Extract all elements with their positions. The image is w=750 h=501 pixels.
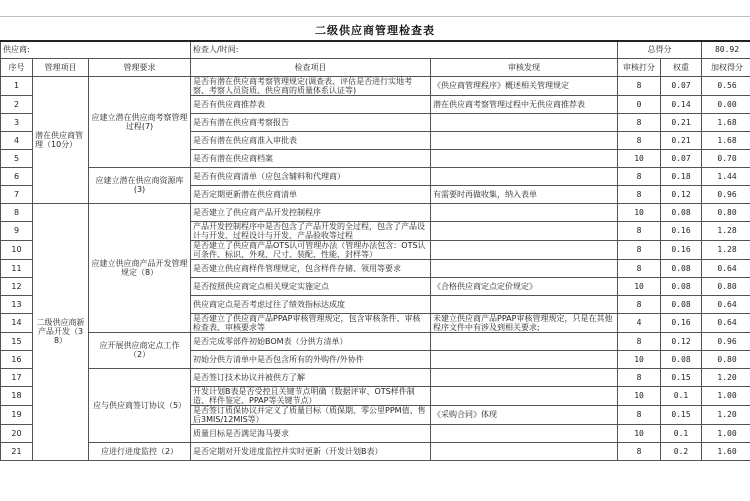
row-no: 18 [1, 386, 33, 405]
row-no: 16 [1, 350, 33, 368]
weight: 0.08 [661, 350, 702, 368]
check-item: 开发计划B表是否受控且关键节点明确（数据评审、OTS样件制造、样件鉴定、PPAP等关键节点） [191, 386, 431, 405]
check-item: 是否签订质保协议并定义了质量目标（质保期、零公里PPM值、售后3MIS/12MIS等） [191, 405, 431, 424]
finding [431, 442, 618, 460]
col-header-weighted: 加权得分 [702, 58, 750, 76]
check-item: 是否建立了供应商产品OTS认可管理办法（管理办法包含：OTS认可条件、标识、外观、尺寸、装配、性能、封样等） [191, 240, 431, 259]
row-no: 8 [1, 203, 33, 221]
weight: 0.16 [661, 313, 702, 332]
weighted-score: 1.00 [702, 386, 750, 405]
finding [431, 332, 618, 350]
score: 10 [618, 149, 661, 167]
finding [431, 203, 618, 221]
weight: 0.15 [661, 405, 702, 424]
weighted-score: 0.80 [702, 277, 750, 295]
weighted-score: 0.80 [702, 203, 750, 221]
check-item: 产品开发控制程序中是否包含了产品开发的全过程，包含了产品设计与开发、过程设计与开发、产品验收等过程 [191, 221, 431, 240]
weight: 0.14 [661, 95, 702, 113]
table-row [1, 442, 750, 460]
check-item: 是否有潜在供应商考察报告 [191, 113, 431, 131]
finding: 《采购合同》体现 [431, 405, 618, 424]
requirement-cell: 应与供应商签订协议（5） [89, 368, 191, 442]
check-item: 是否定期更新潜在供应商清单 [191, 185, 431, 203]
weighted-score: 1.28 [702, 240, 750, 259]
requirement-cell: 应建立潜在供应商考察管理过程(7) [89, 76, 191, 167]
finding [431, 240, 618, 259]
score: 8 [618, 368, 661, 386]
col-header-check: 检查项目 [191, 58, 431, 76]
weighted-score: 0.00 [702, 95, 750, 113]
score: 8 [618, 221, 661, 240]
finding: 《合格供应商定点定价规定》 [431, 277, 618, 295]
weight: 0.08 [661, 259, 702, 277]
finding [431, 386, 618, 405]
requirement-cell: 应建立供应商产品开发管理规定（8） [89, 203, 191, 332]
inspector-label: 检查人/时间: [191, 41, 618, 58]
weight: 0.12 [661, 185, 702, 203]
info-row [1, 41, 750, 58]
col-header-finding: 审核发现 [431, 58, 618, 76]
score: 8 [618, 185, 661, 203]
check-item: 是否有潜在供应商档案 [191, 149, 431, 167]
score: 8 [618, 332, 661, 350]
row-no: 1 [1, 76, 33, 95]
row-no: 11 [1, 259, 33, 277]
row-no: 17 [1, 368, 33, 386]
weighted-score: 0.96 [702, 185, 750, 203]
weight: 0.16 [661, 240, 702, 259]
finding [431, 424, 618, 442]
finding: 潜在供应商考察管理过程中无供应商推荐表 [431, 95, 618, 113]
weight: 0.08 [661, 203, 702, 221]
check-item: 质量目标是否满足海马要求 [191, 424, 431, 442]
row-no: 7 [1, 185, 33, 203]
weighted-score: 1.44 [702, 167, 750, 185]
weighted-score: 1.68 [702, 113, 750, 131]
check-item: 是否建立了供应商产品PPAP审核管理规定，包含审核条件、审核检查表、审核要求等 [191, 313, 431, 332]
score: 10 [618, 203, 661, 221]
score: 8 [618, 295, 661, 313]
row-no: 12 [1, 277, 33, 295]
finding [431, 259, 618, 277]
check-item: 是否有供应商清单（应包含辅料和代理商） [191, 167, 431, 185]
score: 8 [618, 131, 661, 149]
score: 10 [618, 424, 661, 442]
weight: 0.07 [661, 76, 702, 95]
check-item: 是否建立供应商样件管理规定，包含样件存储、领用等要求 [191, 259, 431, 277]
weight: 0.07 [661, 149, 702, 167]
weight: 0.2 [661, 442, 702, 460]
weighted-score: 0.64 [702, 313, 750, 332]
table-row [1, 203, 750, 221]
row-no: 13 [1, 295, 33, 313]
row-no: 14 [1, 313, 33, 332]
row-no: 15 [1, 332, 33, 350]
score: 8 [618, 240, 661, 259]
score: 10 [618, 350, 661, 368]
finding: 有需要时再做收集，纳入表单 [431, 185, 618, 203]
score: 8 [618, 442, 661, 460]
row-no: 20 [1, 424, 33, 442]
weighted-score: 1.68 [702, 131, 750, 149]
row-no: 21 [1, 442, 33, 460]
total-score-label: 总得分 [618, 41, 702, 58]
weight: 0.1 [661, 386, 702, 405]
finding [431, 350, 618, 368]
finding [431, 149, 618, 167]
table-row [1, 332, 750, 350]
weighted-score: 0.80 [702, 350, 750, 368]
row-no: 2 [1, 95, 33, 113]
score: 10 [618, 277, 661, 295]
weight: 0.08 [661, 277, 702, 295]
weighted-score: 0.96 [702, 332, 750, 350]
row-no: 4 [1, 131, 33, 149]
page-title: 二级供应商管理检查表 [315, 24, 435, 37]
row-no: 6 [1, 167, 33, 185]
table-row [1, 167, 750, 185]
check-item: 是否建立了供应商产品开发控制程序 [191, 203, 431, 221]
col-header-item: 管理项目 [33, 58, 89, 76]
weighted-score: 0.64 [702, 295, 750, 313]
row-no: 3 [1, 113, 33, 131]
finding [431, 167, 618, 185]
score: 8 [618, 113, 661, 131]
row-no: 9 [1, 221, 33, 240]
score: 10 [618, 386, 661, 405]
weighted-score: 0.56 [702, 76, 750, 95]
finding [431, 113, 618, 131]
check-item: 是否定期对开发进度监控并实时更新（开发计划B表） [191, 442, 431, 460]
weighted-score: 1.60 [702, 442, 750, 460]
row-no: 10 [1, 240, 33, 259]
top-divider [0, 16, 750, 17]
group-cell: 二级供应商新产品开发（38） [33, 203, 89, 460]
score: 8 [618, 167, 661, 185]
row-no: 5 [1, 149, 33, 167]
finding [431, 368, 618, 386]
weighted-score: 0.64 [702, 259, 750, 277]
column-header-row [1, 58, 750, 76]
score: 8 [618, 259, 661, 277]
score: 8 [618, 76, 661, 95]
weight: 0.16 [661, 221, 702, 240]
requirement-cell: 应建立潜在供应商资源库(3) [89, 167, 191, 203]
weighted-score: 1.20 [702, 405, 750, 424]
weight: 0.1 [661, 424, 702, 442]
score: 0 [618, 95, 661, 113]
col-header-score: 审核打分 [618, 58, 661, 76]
check-item: 是否完成零部件初始BOM表（分供方清单） [191, 332, 431, 350]
score: 4 [618, 313, 661, 332]
row-no: 19 [1, 405, 33, 424]
weight: 0.21 [661, 131, 702, 149]
weight: 0.21 [661, 113, 702, 131]
finding [431, 131, 618, 149]
supplier-label: 供应商: [1, 41, 191, 58]
check-item: 是否有潜在供应商准入审批表 [191, 131, 431, 149]
weight: 0.08 [661, 295, 702, 313]
finding [431, 295, 618, 313]
weight: 0.15 [661, 368, 702, 386]
col-header-no: 序号 [1, 58, 33, 76]
requirement-cell: 应进行进度监控（2） [89, 442, 191, 460]
weighted-score: 0.70 [702, 149, 750, 167]
weight: 0.18 [661, 167, 702, 185]
inspection-table [0, 40, 750, 461]
check-item: 初始分供方清单中是否包含所有的外购件/外协件 [191, 350, 431, 368]
total-score-value: 80.92 [702, 41, 750, 58]
finding: 未建立供应商产品PPAP审核管理规定，只是在其他程序文件中有涉及到相关要求; [431, 313, 618, 332]
finding: 《供应商管理程序》概述相关管理规定 [431, 76, 618, 95]
col-header-weight: 权重 [661, 58, 702, 76]
table-row [1, 368, 750, 386]
check-item: 是否有潜在供应商考察管理规定(调查表、评估是否进行实地考察、考察人员资质、供应商的质量体系认证等) [191, 76, 431, 95]
weighted-score: 1.20 [702, 368, 750, 386]
check-item: 是否有供应商推荐表 [191, 95, 431, 113]
check-item: 是否签订技术协议并被供方了解 [191, 368, 431, 386]
check-item: 供应商定点是否考虑过往了绩效指标达成度 [191, 295, 431, 313]
weight: 0.12 [661, 332, 702, 350]
score: 8 [618, 405, 661, 424]
table-row [1, 76, 750, 95]
weighted-score: 1.28 [702, 221, 750, 240]
weighted-score: 1.00 [702, 424, 750, 442]
finding [431, 221, 618, 240]
col-header-requirement: 管理要求 [89, 58, 191, 76]
requirement-cell: 应开展供应商定点工作（2） [89, 332, 191, 368]
group-cell: 潜在供应商管理（10分） [33, 76, 89, 203]
check-item: 是否按照供应商定点相关规定实施定点 [191, 277, 431, 295]
